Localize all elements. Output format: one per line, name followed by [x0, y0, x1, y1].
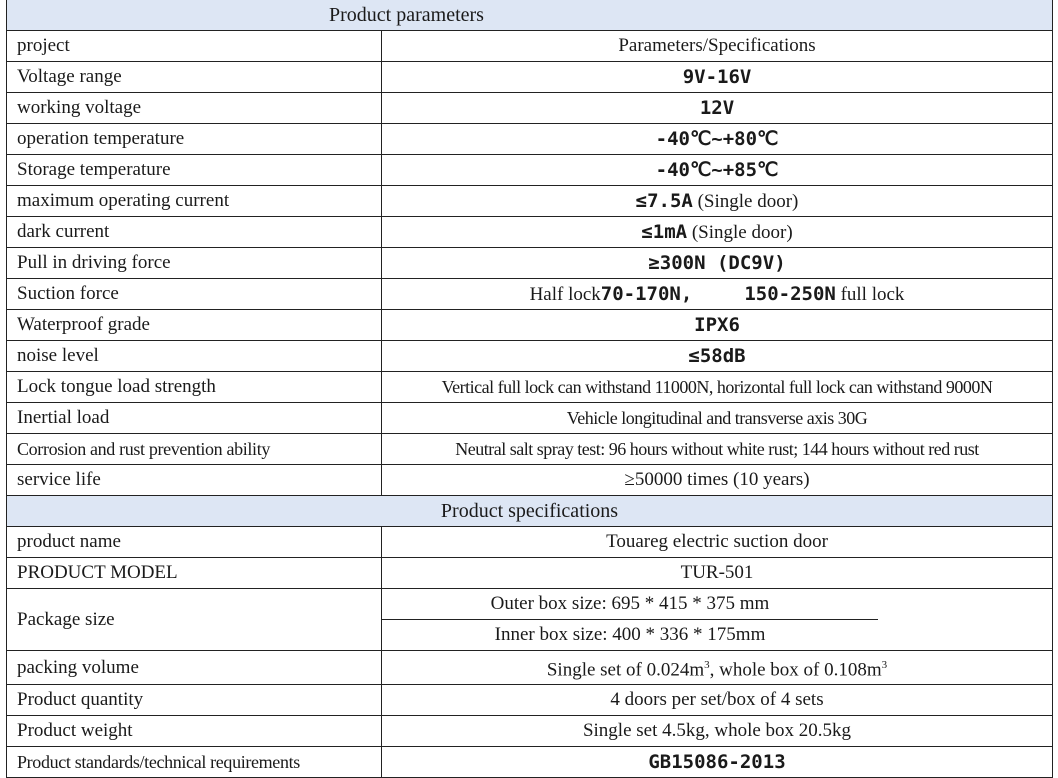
row-label-inertial-load: Inertial load [7, 403, 382, 434]
row-value-project: Parameters/Specifications [382, 31, 1053, 62]
row-value-package-size [382, 589, 1053, 651]
volume-whole-box: , whole box of 0.108m [709, 659, 882, 681]
section-header-parameters [7, 0, 1053, 31]
row-label-package-size: Package size [7, 589, 382, 651]
section-header-specifications [7, 496, 1053, 527]
table-row [7, 589, 1053, 651]
row-label-noise: noise level [7, 341, 382, 372]
row-label-voltage-range: Voltage range [7, 62, 382, 93]
table-row [7, 716, 1053, 747]
dark-current-note: (Single door) [691, 221, 793, 243]
row-label-dark-current: dark current [7, 217, 382, 248]
volume-single-set-exponent: 3 [704, 659, 710, 671]
row-value-max-current [382, 186, 1053, 217]
row-value-voltage-range: 9V-16V [382, 62, 1053, 93]
section-title-specifications: Product specifications [7, 496, 1053, 527]
table-row [7, 279, 1053, 310]
row-label-weight: Product weight [7, 716, 382, 747]
table-row [7, 155, 1053, 186]
row-value-quantity: 4 doors per set/box of 4 sets [382, 685, 1053, 716]
row-value-waterproof: IPX6 [382, 310, 1053, 341]
table-row [7, 434, 1053, 465]
max-current-note: (Single door) [697, 190, 799, 212]
volume-single-set: Single set of 0.024m [546, 659, 705, 681]
max-current-value: ≤7.5A [635, 189, 693, 212]
spec-sheet [6, 0, 1052, 778]
row-value-weight: Single set 4.5kg, whole box 20.5kg [382, 716, 1053, 747]
row-value-standards: GB15086-2013 [382, 747, 1053, 778]
inner-box-size: Inner box size: 400 * 336 * 175mm [494, 624, 766, 645]
table-row [7, 465, 1053, 496]
row-label-operation-temp: operation temperature [7, 124, 382, 155]
table-row [7, 310, 1053, 341]
row-value-dark-current [382, 217, 1053, 248]
row-label-packing-volume: packing volume [7, 651, 382, 685]
table-row [7, 651, 1053, 685]
table-row [7, 248, 1053, 279]
row-label-service-life: service life [7, 465, 382, 496]
table-row [7, 685, 1053, 716]
row-label-storage-temp: Storage temperature [7, 155, 382, 186]
row-label-product-name: product name [7, 527, 382, 558]
row-label-model: PRODUCT MODEL [7, 558, 382, 589]
row-value-corrosion: Neutral salt spray test: 96 hours without white rust; 144 hours without red rust [382, 434, 1053, 465]
table-row [7, 747, 1053, 778]
table-row [7, 93, 1053, 124]
row-label-working-voltage: working voltage [7, 93, 382, 124]
table-row [7, 124, 1053, 155]
row-label-lock-tongue: Lock tongue load strength [7, 372, 382, 403]
table-row [7, 186, 1053, 217]
half-lock-value: 70-170N, [600, 282, 693, 305]
row-label-corrosion: Corrosion and rust prevention ability [7, 434, 382, 465]
row-label-quantity: Product quantity [7, 685, 382, 716]
row-label-pull-in-force: Pull in driving force [7, 248, 382, 279]
row-value-packing-volume [382, 651, 1053, 685]
full-lock-value: 150-250N [744, 282, 836, 305]
table-row [7, 558, 1053, 589]
row-value-storage-temp: -40℃~+85℃ [382, 155, 1053, 186]
row-value-working-voltage: 12V [382, 93, 1053, 124]
row-label-project: project [7, 31, 382, 62]
row-label-standards: Product standards/technical requirements [7, 747, 382, 778]
table-row [7, 341, 1053, 372]
row-label-suction-force: Suction force [7, 279, 382, 310]
row-value-lock-tongue: Vertical full lock can withstand 11000N, horizontal full lock can withstand 9000N [382, 372, 1053, 403]
volume-whole-box-exponent: 3 [881, 659, 888, 671]
table-row [7, 403, 1053, 434]
table-row [7, 217, 1053, 248]
table-row [7, 31, 1053, 62]
table-row [7, 527, 1053, 558]
parameters-table [6, 0, 1053, 778]
row-value-inertial-load: Vehicle longitudinal and transverse axis 30G [382, 403, 1053, 434]
section-title-parameters: Product parameters [7, 0, 1053, 31]
row-label-waterproof: Waterproof grade [7, 310, 382, 341]
row-value-noise: ≤58dB [382, 341, 1053, 372]
row-value-operation-temp: -40℃~+80℃ [382, 124, 1053, 155]
full-lock-label: full lock [840, 283, 905, 305]
outer-box-size: Outer box size: 695 * 415 * 375 mm [382, 589, 878, 620]
row-value-suction-force [382, 279, 1053, 310]
row-value-product-name: Touareg electric suction door [382, 527, 1053, 558]
row-value-model: TUR-501 [382, 558, 1053, 589]
half-lock-label: Half lock [529, 283, 601, 305]
dark-current-value: ≤1mA [641, 220, 688, 243]
row-value-service-life: ≥50000 times (10 years) [382, 465, 1053, 496]
row-value-pull-in-force: ≥300N (DC9V) [382, 248, 1053, 279]
row-label-max-current: maximum operating current [7, 186, 382, 217]
table-row [7, 372, 1053, 403]
table-row [7, 62, 1053, 93]
